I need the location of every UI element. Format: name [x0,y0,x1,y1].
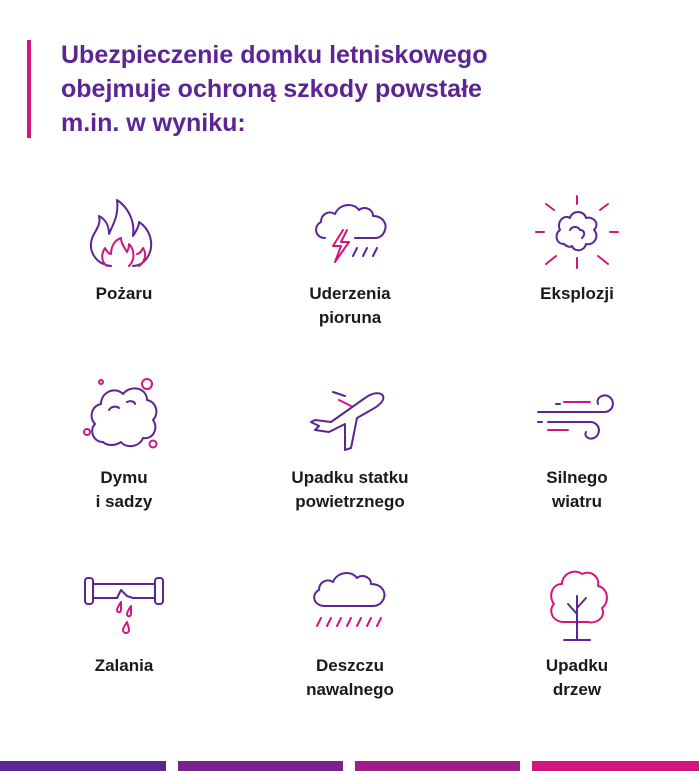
footer-color-bars [0,761,699,771]
smoke-icon [81,378,167,456]
item-label: Upadku statku [291,468,409,487]
airplane-icon [307,378,393,456]
title-line: obejmuje ochroną szkody powstałe [61,75,482,103]
coverage-item-wind [467,378,687,514]
item-label: Silnego [546,468,608,487]
item-label: Deszczu [315,656,385,675]
lightning-cloud-icon [307,194,393,272]
fire-icon [81,194,167,272]
item-label: nawalnego [306,680,394,699]
item-label: Upadku [545,656,609,675]
item-label: wiatru [551,492,603,511]
item-label: powietrznego [295,492,405,511]
title-line: m.in. w wyniku: [61,109,246,137]
item-label: drzew [552,680,602,699]
title-accent-bar [27,40,31,138]
footer-bar [532,761,699,771]
coverage-item-lightning [240,194,460,330]
item-label: Pożaru [95,284,153,303]
coverage-item-explosion [467,194,687,306]
coverage-item-flood [14,566,234,678]
coverage-item-fire [14,194,234,306]
coverage-item-tree [467,566,687,702]
explosion-icon [534,194,620,272]
leaking-pipe-icon [81,566,167,644]
footer-bar [0,761,166,771]
item-label: pioruna [318,308,382,327]
item-label: Eksplozji [540,284,614,303]
footer-bar [178,761,343,771]
item-label: Dymu [100,468,148,487]
coverage-item-smoke [14,378,234,514]
coverage-item-airplane [240,378,460,514]
item-label: Uderzenia [309,284,391,303]
rain-cloud-icon [307,566,393,644]
item-label: i sadzy [95,492,153,511]
title-line: Ubezpieczenie domku letniskowego [61,41,488,69]
footer-bar [355,761,520,771]
coverage-item-rain [240,566,460,702]
wind-icon [534,378,620,456]
page-title [61,38,661,140]
item-label: Zalania [94,656,154,675]
tree-icon [534,566,620,644]
